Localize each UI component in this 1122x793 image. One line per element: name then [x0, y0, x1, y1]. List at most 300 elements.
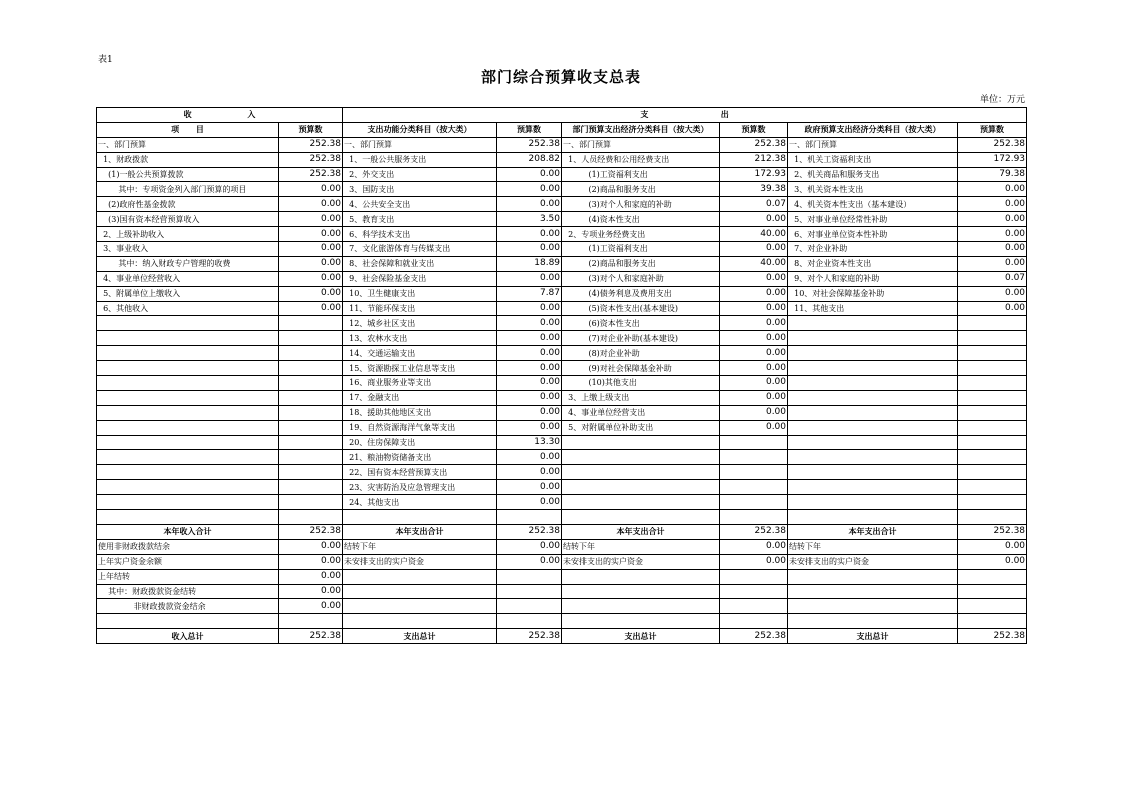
income-item-cell: 5、附属单位上缴收入	[97, 286, 279, 301]
dept-econ-budget-cell	[720, 510, 788, 525]
gov-econ-budget-cell	[958, 405, 1027, 420]
gov-econ-item-cell	[788, 361, 958, 376]
income-budget-cell	[279, 480, 343, 495]
dept-econ-budget-cell	[720, 465, 788, 480]
income-item-cell	[97, 435, 279, 450]
func-item-cell: 3、国防支出	[343, 182, 497, 197]
dept-grand-total-label: 支出总计	[562, 629, 720, 644]
dept-econ-budget-cell: 212.38	[720, 152, 788, 167]
table-row	[97, 212, 1027, 227]
carry-row	[97, 569, 1027, 584]
income-item-cell: (2)政府性基金拨款	[97, 197, 279, 212]
dept-econ-budget-cell: 0.00	[720, 376, 788, 391]
gov-econ-item-cell	[788, 435, 958, 450]
func-item-cell	[343, 599, 497, 614]
gov-econ-item-cell	[788, 584, 958, 599]
dept-econ-item-cell: (6)资本性支出	[562, 316, 720, 331]
table-row	[97, 390, 1027, 405]
func-item-cell: 16、商业服务业等支出	[343, 376, 497, 391]
dept-econ-budget-cell: 252.38	[720, 137, 788, 152]
dept-econ-item-cell	[562, 480, 720, 495]
income-budget-cell: 252.38	[279, 152, 343, 167]
func-year-total-value: 252.38	[497, 524, 562, 539]
gov-econ-item-cell: 1、机关工资福利支出	[788, 152, 958, 167]
dept-econ-item-cell: (1)工资福利支出	[562, 242, 720, 257]
gov-econ-item-cell: 8、对企业资本性支出	[788, 256, 958, 271]
func-budget-cell: 0.00	[497, 554, 562, 569]
carry-row	[97, 599, 1027, 614]
func-item-cell: 4、公共安全支出	[343, 197, 497, 212]
func-item-cell: 18、援助其他地区支出	[343, 405, 497, 420]
dept-grand-total-value: 252.38	[720, 629, 788, 644]
income-item-cell	[97, 405, 279, 420]
table-row	[97, 405, 1027, 420]
main-rows	[97, 137, 1027, 524]
col-header-func: 支出功能分类科目（按大类）	[343, 122, 497, 137]
func-item-cell: 13、农林水支出	[343, 331, 497, 346]
income-budget-cell	[279, 510, 343, 525]
gov-econ-item-cell: 10、对社会保障基金补助	[788, 286, 958, 301]
table-row	[97, 286, 1027, 301]
gov-econ-budget-cell	[958, 584, 1027, 599]
table-row	[97, 167, 1027, 182]
table-row	[97, 197, 1027, 212]
gov-econ-budget-cell: 0.00	[958, 182, 1027, 197]
income-budget-cell	[279, 435, 343, 450]
income-item-cell	[97, 465, 279, 480]
carry-row	[97, 614, 1027, 629]
carry-row	[97, 554, 1027, 569]
table-row	[97, 450, 1027, 465]
func-budget-cell	[497, 614, 562, 629]
income-item-cell: 使用非财政拨款结余	[97, 539, 279, 554]
dept-econ-item-cell: (2)商品和服务支出	[562, 256, 720, 271]
dept-econ-budget-cell	[720, 450, 788, 465]
gov-econ-budget-cell	[958, 465, 1027, 480]
gov-econ-budget-cell: 252.38	[958, 137, 1027, 152]
col-header-item: 项 目	[97, 122, 279, 137]
dept-econ-budget-cell	[720, 584, 788, 599]
gov-grand-total-label: 支出总计	[788, 629, 958, 644]
gov-econ-item-cell: 2、机关商品和服务支出	[788, 167, 958, 182]
gov-econ-item-cell: 6、对事业单位资本性补助	[788, 227, 958, 242]
func-budget-cell: 0.00	[497, 465, 562, 480]
income-year-total-label: 本年收入合计	[97, 524, 279, 539]
dept-econ-item-cell	[562, 465, 720, 480]
table-row	[97, 301, 1027, 316]
income-grand-total-label: 收入总计	[97, 629, 279, 644]
dept-econ-budget-cell: 0.00	[720, 212, 788, 227]
func-item-cell: 未安排支出的实户资金	[343, 554, 497, 569]
func-item-cell	[343, 569, 497, 584]
gov-econ-item-cell: 4、机关资本性支出（基本建设）	[788, 197, 958, 212]
dept-econ-item-cell: (1)工资福利支出	[562, 167, 720, 182]
func-item-cell: 6、科学技术支出	[343, 227, 497, 242]
dept-econ-item-cell	[562, 495, 720, 510]
income-item-cell	[97, 495, 279, 510]
gov-econ-item-cell	[788, 614, 958, 629]
gov-econ-item-cell	[788, 510, 958, 525]
income-budget-cell: 0.00	[279, 599, 343, 614]
dept-year-total-value: 252.38	[720, 524, 788, 539]
func-item-cell: 20、住房保障支出	[343, 435, 497, 450]
dept-econ-item-cell	[562, 614, 720, 629]
gov-econ-item-cell	[788, 331, 958, 346]
gov-econ-budget-cell	[958, 361, 1027, 376]
dept-econ-item-cell	[562, 450, 720, 465]
gov-econ-budget-cell	[958, 510, 1027, 525]
income-year-total-value: 252.38	[279, 524, 343, 539]
gov-econ-budget-cell: 0.00	[958, 212, 1027, 227]
gov-econ-budget-cell	[958, 420, 1027, 435]
income-item-cell	[97, 450, 279, 465]
income-item-cell	[97, 614, 279, 629]
func-budget-cell: 0.00	[497, 227, 562, 242]
func-grand-total-value: 252.38	[497, 629, 562, 644]
func-budget-cell: 18.89	[497, 256, 562, 271]
table-row	[97, 465, 1027, 480]
func-item-cell: 1、一般公共服务支出	[343, 152, 497, 167]
col-header-dept-econ: 部门预算支出经济分类科目（按大类）	[562, 122, 720, 137]
gov-econ-item-cell	[788, 390, 958, 405]
gov-econ-item-cell	[788, 316, 958, 331]
group-header-row	[97, 108, 1027, 123]
dept-econ-budget-cell: 40.00	[720, 256, 788, 271]
carry-row	[97, 539, 1027, 554]
income-budget-cell: 0.00	[279, 212, 343, 227]
income-item-cell	[97, 420, 279, 435]
func-budget-cell: 0.00	[497, 376, 562, 391]
dept-econ-budget-cell: 0.00	[720, 316, 788, 331]
income-item-cell: 3、事业收入	[97, 242, 279, 257]
func-budget-cell	[497, 510, 562, 525]
dept-econ-item-cell: (3)对个人和家庭的补助	[562, 197, 720, 212]
gov-econ-budget-cell	[958, 599, 1027, 614]
income-item-cell	[97, 331, 279, 346]
dept-econ-budget-cell	[720, 614, 788, 629]
income-item-cell: (3)国有资本经营预算收入	[97, 212, 279, 227]
func-budget-cell: 0.00	[497, 167, 562, 182]
dept-econ-budget-cell: 40.00	[720, 227, 788, 242]
dept-econ-budget-cell: 0.00	[720, 242, 788, 257]
table-row	[97, 331, 1027, 346]
gov-econ-budget-cell: 0.00	[958, 539, 1027, 554]
gov-econ-item-cell: 7、对企业补助	[788, 242, 958, 257]
gov-econ-budget-cell	[958, 614, 1027, 629]
func-item-cell: 11、节能环保支出	[343, 301, 497, 316]
income-budget-cell	[279, 361, 343, 376]
func-item-cell: 一、部门预算	[343, 137, 497, 152]
func-item-cell: 结转下年	[343, 539, 497, 554]
dept-econ-budget-cell: 0.00	[720, 331, 788, 346]
gov-econ-budget-cell	[958, 390, 1027, 405]
gov-econ-item-cell	[788, 420, 958, 435]
dept-econ-item-cell: 结转下年	[562, 539, 720, 554]
func-budget-cell: 0.00	[497, 480, 562, 495]
dept-econ-budget-cell: 0.00	[720, 301, 788, 316]
func-budget-cell: 0.00	[497, 331, 562, 346]
func-item-cell	[343, 510, 497, 525]
gov-econ-budget-cell	[958, 450, 1027, 465]
dept-econ-item-cell	[562, 599, 720, 614]
gov-econ-item-cell: 未安排支出的实户资金	[788, 554, 958, 569]
dept-econ-item-cell: 1、人员经费和公用经费支出	[562, 152, 720, 167]
income-item-cell	[97, 346, 279, 361]
gov-econ-budget-cell	[958, 480, 1027, 495]
func-budget-cell: 0.00	[497, 420, 562, 435]
func-budget-cell: 252.38	[497, 137, 562, 152]
table-row	[97, 256, 1027, 271]
income-budget-cell: 0.00	[279, 242, 343, 257]
carry-rows	[97, 539, 1027, 628]
dept-econ-item-cell: 2、专项业务经费支出	[562, 227, 720, 242]
func-budget-cell: 0.00	[497, 316, 562, 331]
page-title: 部门综合预算收支总表	[480, 68, 641, 86]
func-item-cell: 2、外交支出	[343, 167, 497, 182]
dept-econ-item-cell: (10)其他支出	[562, 376, 720, 391]
income-budget-cell: 0.00	[279, 301, 343, 316]
income-budget-cell	[279, 316, 343, 331]
table-row	[97, 361, 1027, 376]
income-item-cell: (1)一般公共预算拨款	[97, 167, 279, 182]
col-header-budget: 预算数	[279, 122, 343, 137]
income-item-cell	[97, 361, 279, 376]
dept-year-total-label: 本年支出合计	[562, 524, 720, 539]
income-budget-cell	[279, 420, 343, 435]
func-budget-cell: 0.00	[497, 182, 562, 197]
gov-econ-item-cell: 9、对个人和家庭的补助	[788, 271, 958, 286]
income-group-header: 收 入	[97, 108, 343, 123]
income-budget-cell: 0.00	[279, 584, 343, 599]
dept-econ-item-cell	[562, 510, 720, 525]
func-item-cell: 5、教育支出	[343, 212, 497, 227]
income-budget-cell: 0.00	[279, 182, 343, 197]
dept-econ-budget-cell	[720, 495, 788, 510]
dept-econ-budget-cell: 0.00	[720, 554, 788, 569]
col-header-budget: 预算数	[497, 122, 562, 137]
gov-econ-budget-cell: 0.00	[958, 286, 1027, 301]
col-header-budget: 预算数	[958, 122, 1027, 137]
func-budget-cell: 0.00	[497, 539, 562, 554]
income-budget-cell	[279, 405, 343, 420]
income-budget-cell: 0.00	[279, 271, 343, 286]
table-row	[97, 435, 1027, 450]
income-item-cell: 其中：专项资金列入部门预算的项目	[97, 182, 279, 197]
dept-econ-item-cell: 未安排支出的实户资金	[562, 554, 720, 569]
table-row	[97, 480, 1027, 495]
grand-total-row	[97, 629, 1027, 644]
dept-econ-budget-cell: 172.93	[720, 167, 788, 182]
income-budget-cell: 0.00	[279, 227, 343, 242]
func-budget-cell: 0.00	[497, 301, 562, 316]
income-item-cell: 其中：财政拨款资金结转	[97, 584, 279, 599]
gov-econ-budget-cell	[958, 435, 1027, 450]
dept-econ-budget-cell: 0.00	[720, 390, 788, 405]
func-item-cell: 15、资源勘探工业信息等支出	[343, 361, 497, 376]
table-row	[97, 271, 1027, 286]
func-budget-cell	[497, 569, 562, 584]
gov-econ-item-cell	[788, 405, 958, 420]
gov-econ-budget-cell: 0.00	[958, 301, 1027, 316]
table-row	[97, 346, 1027, 361]
table-row	[97, 420, 1027, 435]
table-row	[97, 376, 1027, 391]
table-row	[97, 152, 1027, 167]
func-budget-cell: 0.00	[497, 361, 562, 376]
income-budget-cell: 0.00	[279, 256, 343, 271]
income-budget-cell: 0.00	[279, 286, 343, 301]
dept-econ-budget-cell: 0.00	[720, 286, 788, 301]
func-budget-cell	[497, 599, 562, 614]
gov-econ-budget-cell	[958, 316, 1027, 331]
func-budget-cell: 208.82	[497, 152, 562, 167]
func-item-cell	[343, 614, 497, 629]
gov-grand-total-value: 252.38	[958, 629, 1027, 644]
gov-econ-budget-cell	[958, 331, 1027, 346]
func-item-cell: 7、文化旅游体育与传媒支出	[343, 242, 497, 257]
budget-table	[96, 107, 1027, 644]
dept-econ-budget-cell: 0.00	[720, 539, 788, 554]
dept-econ-budget-cell: 0.07	[720, 197, 788, 212]
dept-econ-budget-cell	[720, 599, 788, 614]
func-item-cell: 14、交通运输支出	[343, 346, 497, 361]
gov-econ-budget-cell: 0.00	[958, 227, 1027, 242]
income-item-cell: 其中：纳入财政专户管理的收费	[97, 256, 279, 271]
gov-econ-item-cell: 11、其他支出	[788, 301, 958, 316]
dept-econ-item-cell: (2)商品和服务支出	[562, 182, 720, 197]
func-item-cell: 21、粮油物资储备支出	[343, 450, 497, 465]
dept-econ-item-cell	[562, 435, 720, 450]
func-item-cell: 9、社会保险基金支出	[343, 271, 497, 286]
income-budget-cell: 0.00	[279, 539, 343, 554]
func-budget-cell: 0.00	[497, 405, 562, 420]
table-row	[97, 495, 1027, 510]
sheet-label: 表1	[98, 55, 113, 65]
income-budget-cell	[279, 495, 343, 510]
dept-econ-item-cell: (3)对个人和家庭补助	[562, 271, 720, 286]
dept-econ-budget-cell	[720, 480, 788, 495]
income-budget-cell	[279, 390, 343, 405]
func-budget-cell: 0.00	[497, 346, 562, 361]
income-item-cell: 非财政拨款资金结余	[97, 599, 279, 614]
table-row	[97, 227, 1027, 242]
income-budget-cell: 0.00	[279, 554, 343, 569]
year-totals-section	[97, 524, 1027, 539]
gov-econ-budget-cell	[958, 346, 1027, 361]
func-item-cell: 10、卫生健康支出	[343, 286, 497, 301]
gov-econ-item-cell: 结转下年	[788, 539, 958, 554]
income-budget-cell: 252.38	[279, 167, 343, 182]
income-item-cell	[97, 480, 279, 495]
gov-year-total-label: 本年支出合计	[788, 524, 958, 539]
dept-econ-budget-cell	[720, 569, 788, 584]
year-total-row	[97, 524, 1027, 539]
func-item-cell: 22、国有资本经营预算支出	[343, 465, 497, 480]
func-item-cell: 12、城乡社区支出	[343, 316, 497, 331]
func-item-cell: 17、金融支出	[343, 390, 497, 405]
func-budget-cell	[497, 584, 562, 599]
func-budget-cell: 0.00	[497, 390, 562, 405]
gov-econ-item-cell	[788, 599, 958, 614]
gov-econ-item-cell	[788, 480, 958, 495]
income-item-cell	[97, 376, 279, 391]
gov-econ-item-cell	[788, 569, 958, 584]
func-item-cell: 24、其他支出	[343, 495, 497, 510]
gov-econ-item-cell	[788, 495, 958, 510]
func-budget-cell: 0.00	[497, 450, 562, 465]
income-budget-cell	[279, 346, 343, 361]
col-header-budget: 预算数	[720, 122, 788, 137]
expense-group-header: 支 出	[343, 108, 1027, 123]
dept-econ-budget-cell: 0.00	[720, 271, 788, 286]
gov-econ-budget-cell: 79.38	[958, 167, 1027, 182]
dept-econ-item-cell: 3、上缴上级支出	[562, 390, 720, 405]
dept-econ-item-cell: 一、部门预算	[562, 137, 720, 152]
dept-econ-budget-cell	[720, 435, 788, 450]
dept-econ-item-cell: (4)债务利息及费用支出	[562, 286, 720, 301]
table-row	[97, 510, 1027, 525]
dept-econ-budget-cell: 0.00	[720, 405, 788, 420]
income-item-cell: 上年结转	[97, 569, 279, 584]
gov-econ-budget-cell: 0.07	[958, 271, 1027, 286]
func-budget-cell: 0.00	[497, 242, 562, 257]
gov-econ-item-cell: 3、机关资本性支出	[788, 182, 958, 197]
income-item-cell	[97, 390, 279, 405]
table-row	[97, 182, 1027, 197]
income-budget-cell	[279, 331, 343, 346]
func-item-cell: 23、灾害防治及应急管理支出	[343, 480, 497, 495]
income-grand-total-value: 252.38	[279, 629, 343, 644]
func-item-cell	[343, 584, 497, 599]
income-budget-cell	[279, 376, 343, 391]
income-budget-cell: 0.00	[279, 569, 343, 584]
income-item-cell: 上年实户资金余额	[97, 554, 279, 569]
gov-econ-item-cell	[788, 376, 958, 391]
gov-econ-budget-cell	[958, 495, 1027, 510]
income-item-cell	[97, 510, 279, 525]
func-item-cell: 8、社会保障和就业支出	[343, 256, 497, 271]
income-budget-cell: 0.00	[279, 197, 343, 212]
col-header-gov-econ: 政府预算支出经济分类科目（按大类）	[788, 122, 958, 137]
func-grand-total-label: 支出总计	[343, 629, 497, 644]
gov-econ-item-cell: 5、对事业单位经常性补助	[788, 212, 958, 227]
func-item-cell: 19、自然资源海洋气象等支出	[343, 420, 497, 435]
dept-econ-item-cell	[562, 584, 720, 599]
gov-econ-item-cell	[788, 465, 958, 480]
income-item-cell: 2、上级补助收入	[97, 227, 279, 242]
dept-econ-item-cell: (5)资本性支出(基本建设)	[562, 301, 720, 316]
income-budget-cell	[279, 450, 343, 465]
column-header-row	[97, 122, 1027, 137]
gov-econ-budget-cell: 0.00	[958, 197, 1027, 212]
dept-econ-item-cell: (8)对企业补助	[562, 346, 720, 361]
func-year-total-label: 本年支出合计	[343, 524, 497, 539]
gov-econ-budget-cell: 0.00	[958, 242, 1027, 257]
table-row	[97, 316, 1027, 331]
dept-econ-budget-cell: 0.00	[720, 346, 788, 361]
dept-econ-budget-cell: 0.00	[720, 420, 788, 435]
income-item-cell: 4、事业单位经营收入	[97, 271, 279, 286]
unit-label: 单位：万元	[979, 95, 1025, 105]
gov-econ-budget-cell: 0.00	[958, 554, 1027, 569]
carry-row	[97, 584, 1027, 599]
dept-econ-item-cell	[562, 569, 720, 584]
income-budget-cell: 252.38	[279, 137, 343, 152]
table-row	[97, 137, 1027, 152]
income-budget-cell	[279, 614, 343, 629]
income-item-cell	[97, 316, 279, 331]
func-budget-cell: 3.50	[497, 212, 562, 227]
